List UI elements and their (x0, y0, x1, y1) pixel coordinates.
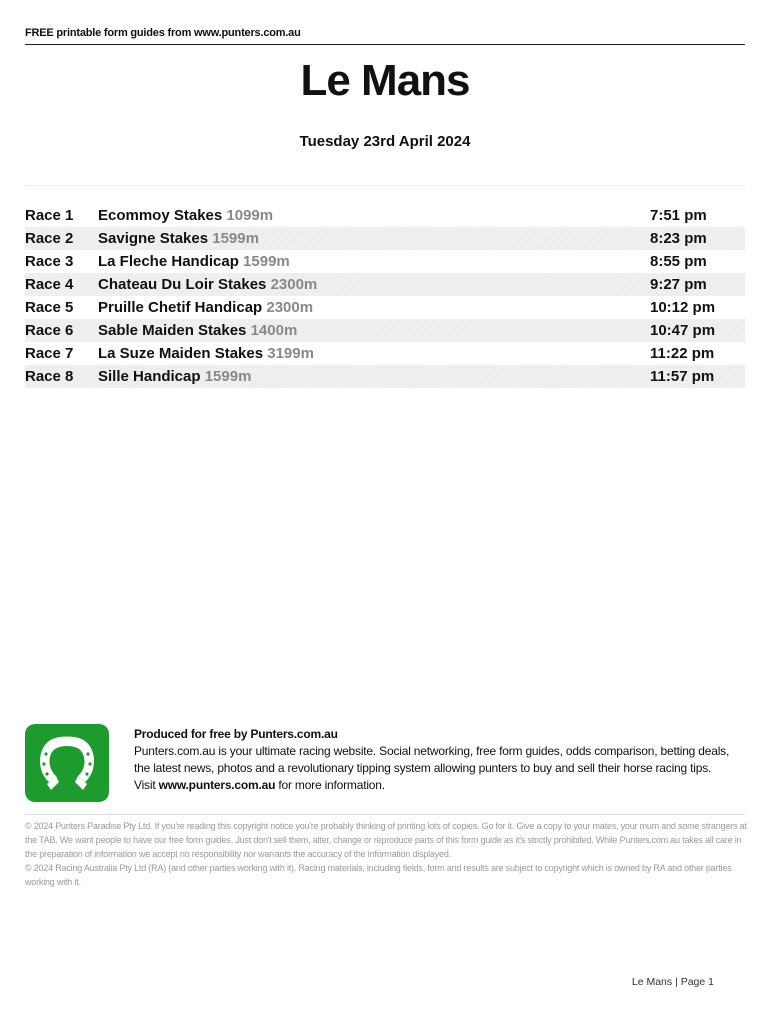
race-name (98, 227, 259, 250)
race-time: 10:47 pm (650, 322, 716, 339)
promo-visit (134, 777, 746, 794)
race-distance: 2300m (266, 299, 314, 316)
race-list (25, 204, 745, 388)
race-name-text: Ecommoy Stakes (98, 207, 223, 224)
race-distance: 1599m (204, 368, 252, 385)
race-number: Race 6 (25, 322, 74, 339)
race-distance: 1400m (250, 322, 298, 339)
race-row (25, 365, 745, 388)
race-number: Race 7 (25, 345, 74, 362)
race-time: 11:22 pm (650, 345, 715, 362)
race-time: 9:27 pm (650, 276, 707, 293)
visit-prefix: Visit (134, 778, 159, 792)
race-time: 11:57 pm (650, 368, 715, 385)
race-name (98, 296, 313, 319)
promo-block (134, 726, 746, 794)
race-name (98, 365, 251, 388)
race-row (25, 342, 745, 365)
race-number: Race 8 (25, 368, 74, 385)
race-row (25, 273, 745, 296)
race-distance: 1599m (212, 230, 259, 247)
race-name-text: Savigne Stakes (98, 230, 209, 247)
race-name-text: La Suze Maiden Stakes (98, 345, 264, 362)
race-distance: 3199m (267, 345, 314, 362)
race-number: Race 5 (25, 299, 74, 316)
race-name-text: Chateau Du Loir Stakes (98, 276, 267, 293)
horseshoe-icon (25, 724, 109, 802)
race-row (25, 319, 745, 342)
copyright-notice (25, 819, 747, 889)
race-distance: 1099m (226, 207, 274, 224)
race-time: 8:55 pm (650, 253, 707, 270)
meeting-date: Tuesday 23rd April 2024 (299, 133, 471, 150)
visit-suffix: for more information. (275, 778, 385, 792)
race-number: Race 2 (25, 230, 74, 247)
race-row (25, 250, 745, 273)
punters-logo (25, 724, 109, 802)
race-name (98, 250, 290, 273)
race-distance: 2300m (270, 276, 318, 293)
race-number: Race 3 (25, 253, 74, 270)
copyright-punters: © 2024 Punters Paradise Pty Ltd. If you're reading this copyright notice you're probably thinking of printing lots of copies. Go for it. Give a copy to your mates, your mum and some strangers at the TAB. We want people to have our free form guides. Just don't sell them, alter, change or reproduce parts of this form guide as it's strictly prohibited. While Punters.com.au takes all care in the preparation of information we accept no responsibility nor warrants the accuracy of the information displayed. (25, 821, 747, 859)
race-name-text: Sille Handicap (98, 368, 201, 385)
header-divider (25, 44, 745, 45)
race-row (25, 227, 745, 250)
race-number: Race 4 (25, 276, 74, 293)
race-name (98, 342, 314, 365)
promo-title: Produced for free by Punters.com.au (134, 727, 338, 741)
race-time: 7:51 pm (650, 207, 707, 224)
race-number: Race 1 (25, 207, 74, 224)
page-number: Le Mans | Page 1 (631, 976, 714, 988)
race-distance: 1599m (243, 253, 290, 270)
race-time: 8:23 pm (650, 230, 707, 247)
section-divider (25, 185, 745, 186)
race-row (25, 204, 745, 227)
race-time: 10:12 pm (650, 299, 716, 316)
race-name-text: Sable Maiden Stakes (98, 322, 247, 339)
copyright-racing-australia: © 2024 Racing Australia Pty Ltd (RA) (and other parties working with it). Racing materials, including fields, form and results are subject to copyright which is owned by RA and other parties working with it. (25, 863, 732, 887)
race-name (98, 273, 317, 296)
race-name-text: La Fleche Handicap (98, 253, 239, 270)
promo-body: Punters.com.au is your ultimate racing website. Social networking, free form guides, odds comparison, betting deals, the latest news, photos and a revolutionary tipping system allowing punters to buy and sell their horse racing tips. (134, 744, 730, 775)
race-name (98, 204, 273, 227)
header-note: FREE printable form guides from www.punters.com.au (25, 27, 301, 39)
page-title: Le Mans (300, 56, 470, 105)
race-name-text: Pruille Chetif Handicap (98, 299, 263, 316)
punters-link[interactable]: www.punters.com.au (158, 778, 276, 792)
race-name (98, 319, 297, 342)
footer-divider (25, 814, 745, 815)
race-row (25, 296, 745, 319)
